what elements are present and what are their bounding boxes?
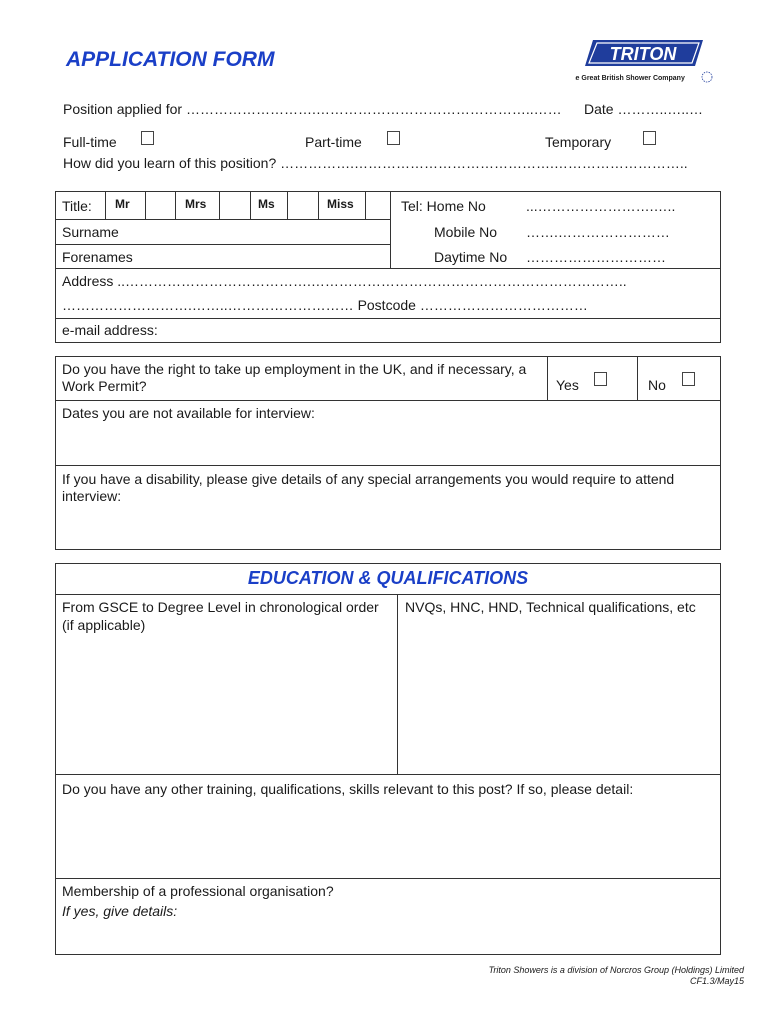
- no-label: No: [648, 377, 666, 393]
- postcode-field[interactable]: ………………………………: [419, 297, 588, 313]
- fulltime-label: Full-time: [63, 134, 117, 150]
- daytime-field[interactable]: …………………………: [526, 249, 666, 265]
- position-label: Position applied for: [63, 101, 183, 117]
- mobile-label: Mobile No: [434, 224, 498, 240]
- parttime-label: Part-time: [305, 134, 362, 150]
- right-to-work-question: Do you have the right to take up employment in the UK, and if necessary, a Work Permit?: [62, 361, 527, 394]
- daytime-label: Daytime No: [434, 249, 508, 265]
- yes-checkbox[interactable]: [594, 372, 607, 386]
- forenames-label: Forenames: [62, 249, 133, 265]
- title-option-ms[interactable]: Ms: [258, 197, 275, 211]
- email-label[interactable]: e-mail address:: [62, 322, 158, 338]
- mobile-field[interactable]: …….……………………: [526, 224, 670, 240]
- title-option-mrs[interactable]: Mrs: [185, 197, 207, 211]
- address-line2-field[interactable]: ……………………….……..………………………: [62, 297, 354, 313]
- footer-company-note: Triton Showers is a division of Norcros Group (Holdings) Limited: [488, 965, 744, 975]
- temporary-label: Temporary: [545, 134, 612, 150]
- surname-label: Surname: [62, 224, 119, 240]
- title-option-miss[interactable]: Miss: [327, 197, 354, 211]
- tel-home-label: Tel: Home No: [401, 198, 486, 214]
- position-field[interactable]: ……………………….………………………………………..……: [185, 101, 562, 117]
- title-label: Title:: [62, 198, 92, 214]
- learn-field[interactable]: …………….…………………………………….………………………..: [280, 155, 688, 171]
- learn-row: [63, 155, 688, 171]
- address-label: Address: [62, 273, 114, 289]
- education-col1-label: From GSCE to Degree Level in chronological order (if applicable): [62, 599, 379, 633]
- address-row: [62, 273, 627, 289]
- education-col2-label: NVQs, HNC, HND, Technical qualifications, etc: [405, 599, 696, 615]
- triton-logo-mark: [575, 38, 715, 86]
- address-line2-row: [62, 297, 588, 313]
- title-option-mr[interactable]: Mr: [115, 197, 130, 211]
- footer-form-code: CF1.3/May15: [689, 976, 744, 986]
- date-field[interactable]: ………..…..…: [617, 101, 704, 117]
- form-title: APPLICATION FORM: [66, 48, 275, 71]
- date-row: [584, 101, 703, 117]
- disability-question: If you have a disability, please give details of any special arrangements you would require to attend interview:: [62, 471, 675, 504]
- membership-details-label: If yes, give details:: [62, 903, 178, 919]
- address-field[interactable]: ..………………………………….…………………………………………………………..: [117, 273, 627, 289]
- education-heading: EDUCATION & QUALIFICATIONS: [247, 568, 529, 588]
- date-label: Date: [584, 101, 614, 117]
- logo-text: TRITON: [609, 44, 677, 64]
- temporary-checkbox[interactable]: [643, 131, 656, 145]
- logo-tagline: The Great British Shower Company: [575, 75, 685, 82]
- yes-label: Yes: [556, 377, 579, 393]
- footer: [489, 965, 744, 987]
- fulltime-checkbox[interactable]: [141, 131, 154, 145]
- parttime-checkbox[interactable]: [387, 131, 400, 145]
- no-checkbox[interactable]: [682, 372, 695, 386]
- learn-label: How did you learn of this position?: [63, 155, 277, 171]
- other-training-question: Do you have any other training, qualifications, skills relevant to this post? If so, please detail:: [62, 781, 634, 797]
- tel-home-field[interactable]: ...…………………….…..: [526, 198, 676, 214]
- position-row: [63, 101, 562, 117]
- triton-logo: [575, 38, 715, 86]
- postcode-label: Postcode: [357, 297, 416, 313]
- membership-question: Membership of a professional organisation?: [62, 883, 334, 899]
- dates-unavailable-label: Dates you are not available for interview:: [62, 405, 315, 421]
